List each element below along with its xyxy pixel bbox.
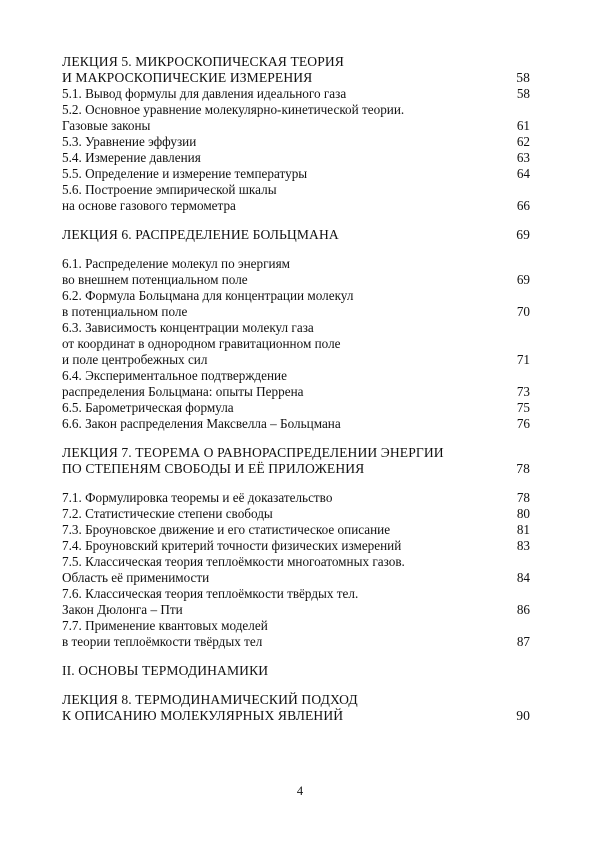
toc-entry-text: 7.7. Применение квантовых моделей <box>62 618 268 633</box>
toc-entry-text: 7.1. Формулировка теоремы и её доказательство <box>62 490 333 505</box>
toc-entry-line <box>62 272 530 288</box>
toc-entry-text: и поле центробежных сил <box>62 352 208 367</box>
toc-entry-text: 6.6. Закон распределения Максвелла – Больцмана <box>62 416 341 431</box>
toc-entry-text: Область её применимости <box>62 570 210 585</box>
toc-entry-line <box>62 384 530 400</box>
toc-entry-line <box>62 400 530 416</box>
toc-entry-text: распределения Больцмана: опыты Перрена <box>62 384 304 399</box>
toc-entry-line <box>62 256 530 272</box>
toc-entry-text: 5.3. Уравнение эффузии <box>62 134 197 149</box>
toc-page-number: 73 <box>516 384 530 399</box>
toc-entry-line <box>62 602 530 618</box>
toc-page-number: 83 <box>516 538 530 553</box>
toc-entry-line <box>62 538 530 554</box>
toc-entry-text: 5.5. Определение и измерение температуры <box>62 166 308 181</box>
toc-entry-text: 6.3. Зависимость концентрации молекул газа <box>62 320 314 335</box>
toc-heading-line <box>62 461 530 477</box>
toc-page-number: 86 <box>516 602 530 617</box>
toc-entry-line <box>62 86 530 102</box>
toc-page-number: 81 <box>516 522 530 537</box>
toc-entry-text: 7.6. Классическая теория теплоёмкости твёрдых тел. <box>62 586 359 601</box>
toc-heading-line <box>62 227 530 243</box>
toc-entry-text: ЛЕКЦИЯ 7. ТЕОРЕМА О РАВНОРАСПРЕДЕЛЕНИИ ЭНЕРГИИ <box>62 445 444 460</box>
toc-entry-line <box>62 304 530 320</box>
toc-heading-line <box>62 70 530 86</box>
toc-heading-line <box>62 692 530 708</box>
toc-entry-text: в потенциальном поле <box>62 304 188 319</box>
toc-entry-line <box>62 416 530 432</box>
toc-entry-line <box>62 490 530 506</box>
toc-entry-text: во внешнем потенциальном поле <box>62 272 248 287</box>
toc-entry-line <box>62 166 530 182</box>
toc-entry-text: 7.2. Статистические степени свободы <box>62 506 273 521</box>
toc-entry-text: ПО СТЕПЕНЯМ СВОБОДЫ И ЕЁ ПРИЛОЖЕНИЯ <box>62 461 365 476</box>
toc-entry-text: 6.2. Формула Больцмана для концентрации молекул <box>62 288 354 303</box>
toc-entry-line <box>62 182 530 198</box>
toc-heading-line <box>62 663 530 679</box>
toc-entry-line <box>62 336 530 352</box>
toc-entry-text: на основе газового термометра <box>62 198 236 213</box>
toc-entry-line <box>62 618 530 634</box>
toc-page-number: 62 <box>516 134 530 149</box>
toc-heading-line <box>62 54 530 70</box>
toc-entry-text: 6.4. Экспериментальное подтверждение <box>62 368 287 383</box>
toc-entry-text: в теории теплоёмкости твёрдых тел <box>62 634 263 649</box>
toc-page-number: 58 <box>516 86 530 101</box>
toc-page-number: 90 <box>516 708 530 723</box>
toc-page-number: 70 <box>516 304 530 319</box>
toc-page-number: 84 <box>516 570 530 585</box>
toc-page-number: 66 <box>516 198 530 213</box>
toc-page-number: 64 <box>516 166 530 181</box>
toc-entry-line <box>62 554 530 570</box>
page-number: 4 <box>296 784 304 798</box>
toc-entry-text: И МАКРОСКОПИЧЕСКИЕ ИЗМЕРЕНИЯ <box>62 70 313 85</box>
toc-entry-line <box>62 586 530 602</box>
toc-page-number: 76 <box>516 416 530 431</box>
toc-entry-line <box>62 522 530 538</box>
toc-entry-text: II. ОСНОВЫ ТЕРМОДИНАМИКИ <box>62 663 269 678</box>
toc-entry-text: 6.5. Барометрическая формула <box>62 400 234 415</box>
toc-entry-line <box>62 134 530 150</box>
toc-page-number: 63 <box>516 150 530 165</box>
toc-entry-text: 5.1. Вывод формулы для давления идеального газа <box>62 86 347 101</box>
toc-entry-line <box>62 368 530 384</box>
toc-entry-line <box>62 320 530 336</box>
toc-page-number: 69 <box>516 272 530 287</box>
toc-page-number: 61 <box>516 118 530 133</box>
toc-page-number: 75 <box>516 400 530 415</box>
toc-entry-line <box>62 102 530 118</box>
toc-entry-text: 7.5. Классическая теория теплоёмкости многоатомных газов. <box>62 554 405 569</box>
toc-page-number: 58 <box>516 70 530 85</box>
toc-entry-line <box>62 150 530 166</box>
toc-entry-line <box>62 288 530 304</box>
toc-entry-line <box>62 198 530 214</box>
toc-entry-text: 5.2. Основное уравнение молекулярно-кинетической теории. <box>62 102 405 117</box>
toc-heading-line <box>62 708 530 724</box>
toc-entry-line <box>62 634 530 650</box>
toc-page-number: 78 <box>516 490 530 505</box>
toc-page-number: 80 <box>516 506 530 521</box>
toc-page-number: 69 <box>516 227 530 242</box>
toc-entry-text: Закон Дюлонга – Пти <box>62 602 183 617</box>
toc-entry-text: 6.1. Распределение молекул по энергиям <box>62 256 291 271</box>
toc-entry-text: 7.3. Броуновское движение и его статистическое описание <box>62 522 391 537</box>
toc-entry-line <box>62 352 530 368</box>
toc-entry-text: Газовые законы <box>62 118 151 133</box>
toc-entry-text: ЛЕКЦИЯ 6. РАСПРЕДЕЛЕНИЕ БОЛЬЦМАНА <box>62 227 339 242</box>
toc-page-number: 87 <box>516 634 530 649</box>
toc-entry-text: 5.4. Измерение давления <box>62 150 201 165</box>
toc-entry-text: ЛЕКЦИЯ 5. МИКРОСКОПИЧЕСКАЯ ТЕОРИЯ <box>62 54 344 69</box>
toc-entry-line <box>62 570 530 586</box>
toc-page-number: 71 <box>516 352 530 367</box>
toc-entry-line <box>62 118 530 134</box>
toc-page-number: 78 <box>516 461 530 476</box>
toc-entry-line <box>62 506 530 522</box>
toc-entry-text: ЛЕКЦИЯ 8. ТЕРМОДИНАМИЧЕСКИЙ ПОДХОД <box>62 692 358 707</box>
toc-heading-line <box>62 445 530 461</box>
toc-entry-text: 7.4. Броуновский критерий точности физических измерений <box>62 538 402 553</box>
toc-entry-text: К ОПИСАНИЮ МОЛЕКУЛЯРНЫХ ЯВЛЕНИЙ <box>62 708 344 723</box>
toc-entry-text: от координат в однородном гравитационном поле <box>62 336 341 351</box>
toc-entry-text: 5.6. Построение эмпирической шкалы <box>62 182 277 197</box>
